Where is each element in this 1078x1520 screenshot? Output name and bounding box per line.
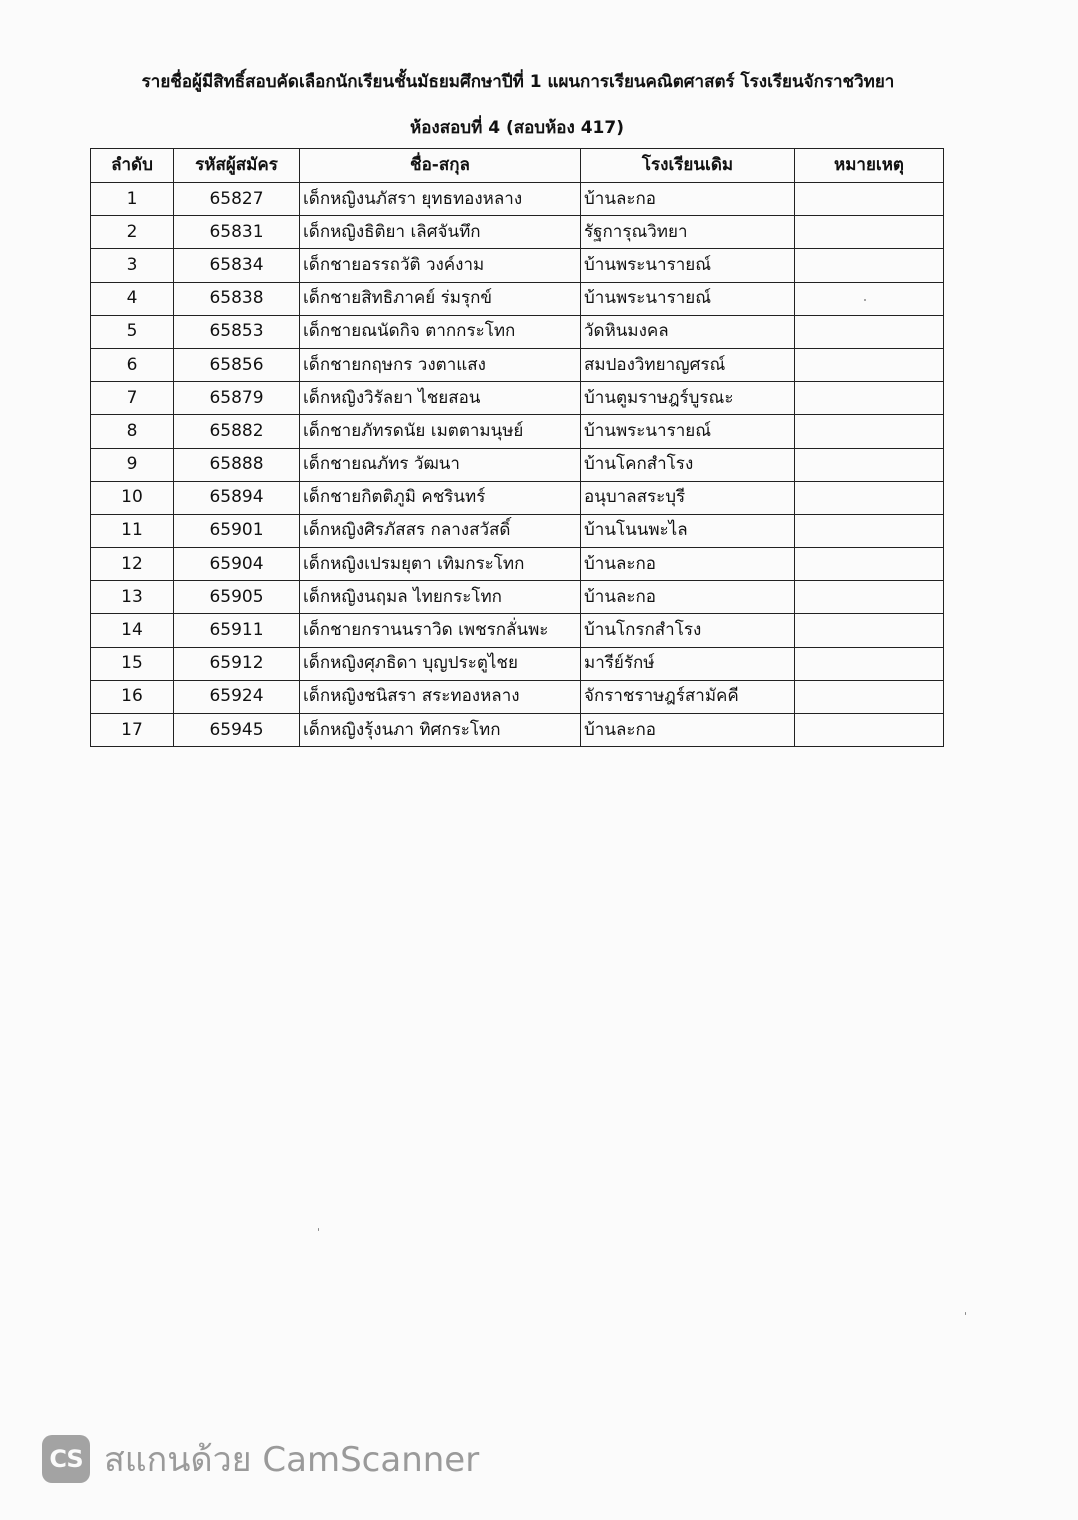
cell-full-name: เด็กหญิงศุภธิดา บุญประตูไชย (300, 647, 581, 680)
document-title: รายชื่อผู้มีสิทธิ์สอบคัดเลือกนักเรียนชั้นมัธยมศึกษาปีที่ 1 แผนการเรียนคณิตศาสตร์ โรงเรียนจักราชวิทยา (141, 72, 895, 92)
cell-full-name: เด็กชายณภัทร วัฒนา (300, 448, 581, 481)
cell-order: 10 (91, 481, 174, 514)
cell-order: 15 (91, 647, 174, 680)
cell-full-name: เด็กชายกิตติภูมิ คชรินทร์ (300, 481, 581, 514)
cell-full-name: เด็กหญิงนฤมล ไทยกระโทก (300, 581, 581, 614)
cell-remarks (795, 680, 944, 713)
table-row (91, 249, 944, 282)
cell-full-name: เด็กหญิงนภัสรา ยุทธทองหลาง (300, 183, 581, 216)
cell-applicant-id: 65882 (174, 415, 300, 448)
cell-remarks (795, 614, 944, 647)
cell-previous-school: บ้านพระนารายณ์ (581, 249, 795, 282)
cell-previous-school: บ้านละกอ (581, 548, 795, 581)
cell-full-name: เด็กชายภัทรดนัย เมตตามนุษย์ (300, 415, 581, 448)
table-row (91, 548, 944, 581)
cell-previous-school: สมปองวิทยาญศรณ์ (581, 348, 795, 381)
cell-remarks (795, 548, 944, 581)
cell-order: 9 (91, 448, 174, 481)
cell-applicant-id: 65904 (174, 548, 300, 581)
cell-previous-school: รัฐการุณวิทยา (581, 216, 795, 249)
cell-previous-school: บ้านพระนารายณ์ (581, 415, 795, 448)
cell-full-name: เด็กชายณนัดกิจ ตากกระโทก (300, 315, 581, 348)
cell-full-name: เด็กหญิงธิติยา เลิศจันทึก (300, 216, 581, 249)
cell-full-name: เด็กหญิงเปรมยุตา เทิมกระโทก (300, 548, 581, 581)
cell-order: 6 (91, 348, 174, 381)
scan-speck (864, 299, 866, 301)
cell-order: 17 (91, 714, 174, 747)
cell-applicant-id: 65905 (174, 581, 300, 614)
cell-full-name: เด็กชายสิทธิภาคย์ ร่มรุกข์ (300, 282, 581, 315)
table-row (91, 282, 944, 315)
cell-applicant-id: 65901 (174, 514, 300, 547)
cell-remarks (795, 581, 944, 614)
table-row (91, 415, 944, 448)
column-header-applicant-id: รหัสผู้สมัคร (174, 149, 300, 183)
table-row (91, 714, 944, 747)
camscanner-watermark (42, 1432, 479, 1486)
cell-applicant-id: 65856 (174, 348, 300, 381)
column-header-previous-school: โรงเรียนเดิม (581, 149, 795, 183)
cell-previous-school: บ้านโคกสำโรง (581, 448, 795, 481)
camscanner-watermark-text: สแกนด้วย CamScanner (104, 1440, 480, 1480)
scan-speck (965, 1312, 966, 1315)
cell-applicant-id: 65894 (174, 481, 300, 514)
cell-remarks (795, 216, 944, 249)
cell-order: 3 (91, 249, 174, 282)
cell-previous-school: บ้านโกรกสำโรง (581, 614, 795, 647)
table-row (91, 183, 944, 216)
cell-remarks (795, 514, 944, 547)
table-row (91, 348, 944, 381)
cell-order: 13 (91, 581, 174, 614)
column-header-full-name: ชื่อ-สกุล (300, 149, 581, 183)
cell-full-name: เด็กหญิงศิรภัสสร กลางสวัสดิ์ (300, 514, 581, 547)
cell-applicant-id: 65827 (174, 183, 300, 216)
column-header-order: ลำดับ (91, 149, 174, 183)
cell-order: 7 (91, 382, 174, 415)
cell-remarks (795, 348, 944, 381)
candidate-table (90, 148, 944, 747)
cell-remarks (795, 382, 944, 415)
cell-full-name: เด็กหญิงวิรัลยา ไชยสอน (300, 382, 581, 415)
cell-remarks (795, 448, 944, 481)
column-header-remarks: หมายเหตุ (795, 149, 944, 183)
cell-order: 14 (91, 614, 174, 647)
cell-remarks (795, 249, 944, 282)
cell-order: 16 (91, 680, 174, 713)
cell-remarks (795, 714, 944, 747)
table-row (91, 647, 944, 680)
table-header-row (91, 149, 944, 183)
camscanner-logo-text: CS (49, 1445, 83, 1473)
cell-full-name: เด็กชายกฤษกร วงตาแสง (300, 348, 581, 381)
cell-full-name: เด็กหญิงรุ้งนภา ทิศกระโทก (300, 714, 581, 747)
table-row (91, 614, 944, 647)
table-row (91, 315, 944, 348)
cell-remarks (795, 183, 944, 216)
table-row (91, 216, 944, 249)
cell-order: 1 (91, 183, 174, 216)
cell-order: 2 (91, 216, 174, 249)
cell-applicant-id: 65831 (174, 216, 300, 249)
cell-previous-school: บ้านละกอ (581, 581, 795, 614)
cell-order: 5 (91, 315, 174, 348)
scan-speck (318, 1228, 319, 1231)
cell-order: 12 (91, 548, 174, 581)
cell-previous-school: วัดหินมงคล (581, 315, 795, 348)
cell-full-name: เด็กชายอรรถวัติ วงค์งาม (300, 249, 581, 282)
table-row (91, 581, 944, 614)
cell-applicant-id: 65924 (174, 680, 300, 713)
cell-remarks (795, 315, 944, 348)
cell-remarks (795, 647, 944, 680)
cell-previous-school: บ้านพระนารายณ์ (581, 282, 795, 315)
cell-applicant-id: 65838 (174, 282, 300, 315)
cell-full-name: เด็กชายกรานนราวิด เพชรกลั่นพะ (300, 614, 581, 647)
table-row (91, 680, 944, 713)
cell-remarks (795, 481, 944, 514)
cell-applicant-id: 65879 (174, 382, 300, 415)
cell-order: 11 (91, 514, 174, 547)
cell-previous-school: จักราชราษฎร์สามัคคี (581, 680, 795, 713)
cell-remarks (795, 415, 944, 448)
table-row (91, 382, 944, 415)
table-row (91, 514, 944, 547)
cell-order: 8 (91, 415, 174, 448)
cell-applicant-id: 65888 (174, 448, 300, 481)
cell-applicant-id: 65912 (174, 647, 300, 680)
cell-applicant-id: 65911 (174, 614, 300, 647)
cell-order: 4 (91, 282, 174, 315)
cell-applicant-id: 65945 (174, 714, 300, 747)
exam-room-subtitle: ห้องสอบที่ 4 (สอบห้อง 417) (409, 118, 624, 138)
cell-full-name: เด็กหญิงชนิสรา สระทองหลาง (300, 680, 581, 713)
cell-previous-school: อนุบาลสระบุรี (581, 481, 795, 514)
cell-applicant-id: 65853 (174, 315, 300, 348)
table-row (91, 481, 944, 514)
cell-previous-school: บ้านละกอ (581, 714, 795, 747)
cell-previous-school: บ้านโนนพะไล (581, 514, 795, 547)
table-row (91, 448, 944, 481)
table-body (91, 183, 944, 747)
cell-applicant-id: 65834 (174, 249, 300, 282)
cell-previous-school: บ้านละกอ (581, 183, 795, 216)
cell-previous-school: บ้านตูมราษฎร์บูรณะ (581, 382, 795, 415)
cell-previous-school: มารีย์รักษ์ (581, 647, 795, 680)
cell-remarks (795, 282, 944, 315)
camscanner-logo-icon (42, 1435, 90, 1483)
